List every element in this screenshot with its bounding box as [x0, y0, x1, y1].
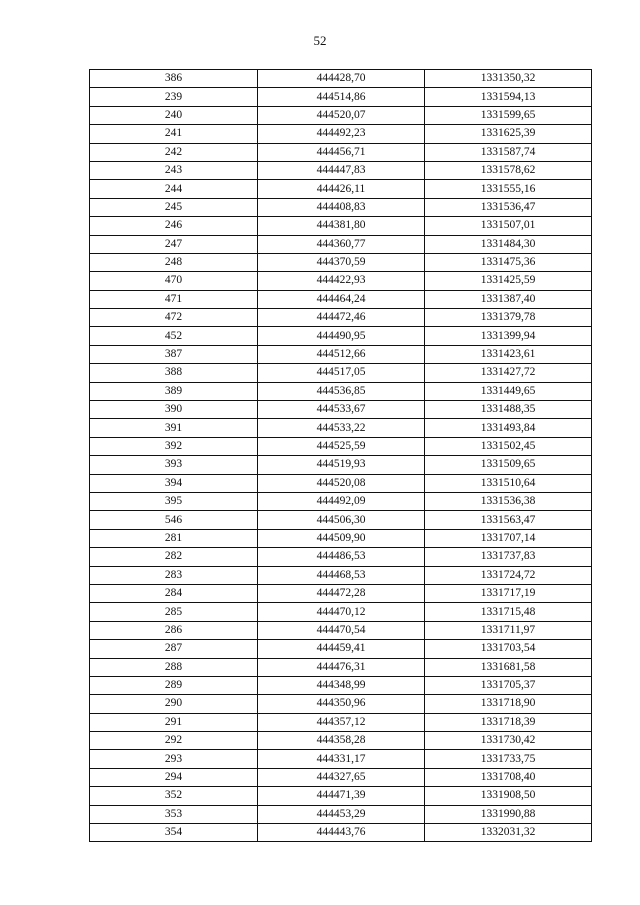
- x-coordinate-cell: 444331,17: [258, 750, 425, 768]
- y-coordinate-cell: 1331536,47: [425, 198, 592, 216]
- table-row: [90, 695, 592, 713]
- y-coordinate-cell: 1331510,64: [425, 474, 592, 492]
- y-coordinate-cell: 1331536,38: [425, 492, 592, 510]
- point-number-cell: 285: [90, 603, 258, 621]
- y-coordinate-cell: 1331350,32: [425, 70, 592, 88]
- point-number-cell: 281: [90, 529, 258, 547]
- table-row: [90, 492, 592, 510]
- y-coordinate-cell: 1331908,50: [425, 787, 592, 805]
- y-coordinate-cell: 1331703,54: [425, 640, 592, 658]
- table-row: [90, 382, 592, 400]
- point-number-cell: 387: [90, 345, 258, 363]
- x-coordinate-cell: 444459,41: [258, 640, 425, 658]
- x-coordinate-cell: 444443,76: [258, 824, 425, 842]
- point-number-cell: 354: [90, 824, 258, 842]
- y-coordinate-cell: 1331493,84: [425, 419, 592, 437]
- table-row: [90, 640, 592, 658]
- point-number-cell: 472: [90, 309, 258, 327]
- y-coordinate-cell: 1331733,75: [425, 750, 592, 768]
- y-coordinate-cell: 1331599,65: [425, 106, 592, 124]
- x-coordinate-cell: 444492,09: [258, 492, 425, 510]
- point-number-cell: 394: [90, 474, 258, 492]
- table-row: [90, 511, 592, 529]
- point-number-cell: 241: [90, 125, 258, 143]
- table-row: [90, 805, 592, 823]
- x-coordinate-cell: 444456,71: [258, 143, 425, 161]
- x-coordinate-cell: 444453,29: [258, 805, 425, 823]
- table-row: [90, 787, 592, 805]
- point-number-cell: 391: [90, 419, 258, 437]
- point-number-cell: 470: [90, 272, 258, 290]
- coordinates-table-body: [90, 70, 592, 842]
- y-coordinate-cell: 1331509,65: [425, 456, 592, 474]
- x-coordinate-cell: 444533,22: [258, 419, 425, 437]
- table-row: [90, 456, 592, 474]
- y-coordinate-cell: 1331578,62: [425, 161, 592, 179]
- point-number-cell: 243: [90, 161, 258, 179]
- table-row: [90, 161, 592, 179]
- y-coordinate-cell: 1331708,40: [425, 768, 592, 786]
- point-number-cell: 283: [90, 566, 258, 584]
- point-number-cell: 286: [90, 621, 258, 639]
- point-number-cell: 390: [90, 401, 258, 419]
- x-coordinate-cell: 444358,28: [258, 732, 425, 750]
- y-coordinate-cell: 1331587,74: [425, 143, 592, 161]
- point-number-cell: 242: [90, 143, 258, 161]
- x-coordinate-cell: 444426,11: [258, 180, 425, 198]
- y-coordinate-cell: 1331427,72: [425, 364, 592, 382]
- point-number-cell: 386: [90, 70, 258, 88]
- x-coordinate-cell: 444348,99: [258, 676, 425, 694]
- point-number-cell: 288: [90, 658, 258, 676]
- y-coordinate-cell: 1331594,13: [425, 88, 592, 106]
- x-coordinate-cell: 444525,59: [258, 437, 425, 455]
- table-row: [90, 621, 592, 639]
- table-row: [90, 824, 592, 842]
- y-coordinate-cell: 1331625,39: [425, 125, 592, 143]
- coordinates-table: [89, 69, 592, 842]
- point-number-cell: 290: [90, 695, 258, 713]
- table-row: [90, 309, 592, 327]
- point-number-cell: 293: [90, 750, 258, 768]
- table-row: [90, 272, 592, 290]
- x-coordinate-cell: 444536,85: [258, 382, 425, 400]
- y-coordinate-cell: 1331990,88: [425, 805, 592, 823]
- point-number-cell: 291: [90, 713, 258, 731]
- table-row: [90, 180, 592, 198]
- x-coordinate-cell: 444519,93: [258, 456, 425, 474]
- table-row: [90, 658, 592, 676]
- x-coordinate-cell: 444370,59: [258, 253, 425, 271]
- x-coordinate-cell: 444512,66: [258, 345, 425, 363]
- y-coordinate-cell: 1331502,45: [425, 437, 592, 455]
- point-number-cell: 452: [90, 327, 258, 345]
- y-coordinate-cell: 1331555,16: [425, 180, 592, 198]
- y-coordinate-cell: 1331737,83: [425, 548, 592, 566]
- point-number-cell: 248: [90, 253, 258, 271]
- x-coordinate-cell: 444520,08: [258, 474, 425, 492]
- y-coordinate-cell: 1331730,42: [425, 732, 592, 750]
- x-coordinate-cell: 444464,24: [258, 290, 425, 308]
- y-coordinate-cell: 1331488,35: [425, 401, 592, 419]
- point-number-cell: 282: [90, 548, 258, 566]
- y-coordinate-cell: 1331563,47: [425, 511, 592, 529]
- point-number-cell: 352: [90, 787, 258, 805]
- point-number-cell: 292: [90, 732, 258, 750]
- y-coordinate-cell: 1331724,72: [425, 566, 592, 584]
- x-coordinate-cell: 444408,83: [258, 198, 425, 216]
- table-row: [90, 529, 592, 547]
- y-coordinate-cell: 1331449,65: [425, 382, 592, 400]
- x-coordinate-cell: 444360,77: [258, 235, 425, 253]
- x-coordinate-cell: 444514,86: [258, 88, 425, 106]
- point-number-cell: 247: [90, 235, 258, 253]
- x-coordinate-cell: 444350,96: [258, 695, 425, 713]
- x-coordinate-cell: 444472,28: [258, 584, 425, 602]
- table-row: [90, 419, 592, 437]
- x-coordinate-cell: 444357,12: [258, 713, 425, 731]
- y-coordinate-cell: 1331475,36: [425, 253, 592, 271]
- table-row: [90, 401, 592, 419]
- y-coordinate-cell: 1332031,32: [425, 824, 592, 842]
- x-coordinate-cell: 444447,83: [258, 161, 425, 179]
- x-coordinate-cell: 444509,90: [258, 529, 425, 547]
- x-coordinate-cell: 444381,80: [258, 217, 425, 235]
- x-coordinate-cell: 444470,12: [258, 603, 425, 621]
- x-coordinate-cell: 444472,46: [258, 309, 425, 327]
- point-number-cell: 389: [90, 382, 258, 400]
- point-number-cell: 289: [90, 676, 258, 694]
- table-row: [90, 217, 592, 235]
- table-row: [90, 732, 592, 750]
- page-number: 52: [313, 33, 327, 48]
- y-coordinate-cell: 1331425,59: [425, 272, 592, 290]
- point-number-cell: 471: [90, 290, 258, 308]
- x-coordinate-cell: 444422,93: [258, 272, 425, 290]
- y-coordinate-cell: 1331681,58: [425, 658, 592, 676]
- point-number-cell: 245: [90, 198, 258, 216]
- table-row: [90, 548, 592, 566]
- point-number-cell: 246: [90, 217, 258, 235]
- point-number-cell: 294: [90, 768, 258, 786]
- x-coordinate-cell: 444492,23: [258, 125, 425, 143]
- table-row: [90, 106, 592, 124]
- table-row: [90, 70, 592, 88]
- table-row: [90, 603, 592, 621]
- y-coordinate-cell: 1331718,90: [425, 695, 592, 713]
- y-coordinate-cell: 1331484,30: [425, 235, 592, 253]
- point-number-cell: 393: [90, 456, 258, 474]
- y-coordinate-cell: 1331718,39: [425, 713, 592, 731]
- y-coordinate-cell: 1331705,37: [425, 676, 592, 694]
- table-row: [90, 253, 592, 271]
- y-coordinate-cell: 1331423,61: [425, 345, 592, 363]
- point-number-cell: 353: [90, 805, 258, 823]
- table-row: [90, 566, 592, 584]
- table-row: [90, 584, 592, 602]
- table-row: [90, 327, 592, 345]
- x-coordinate-cell: 444476,31: [258, 658, 425, 676]
- x-coordinate-cell: 444470,54: [258, 621, 425, 639]
- table-row: [90, 768, 592, 786]
- table-row: [90, 364, 592, 382]
- x-coordinate-cell: 444517,05: [258, 364, 425, 382]
- x-coordinate-cell: 444490,95: [258, 327, 425, 345]
- table-row: [90, 88, 592, 106]
- table-row: [90, 290, 592, 308]
- point-number-cell: 388: [90, 364, 258, 382]
- table-row: [90, 143, 592, 161]
- y-coordinate-cell: 1331379,78: [425, 309, 592, 327]
- point-number-cell: 239: [90, 88, 258, 106]
- y-coordinate-cell: 1331717,19: [425, 584, 592, 602]
- y-coordinate-cell: 1331715,48: [425, 603, 592, 621]
- table-row: [90, 437, 592, 455]
- point-number-cell: 287: [90, 640, 258, 658]
- x-coordinate-cell: 444486,53: [258, 548, 425, 566]
- table-row: [90, 345, 592, 363]
- y-coordinate-cell: 1331507,01: [425, 217, 592, 235]
- point-number-cell: 395: [90, 492, 258, 510]
- table-row: [90, 198, 592, 216]
- point-number-cell: 546: [90, 511, 258, 529]
- x-coordinate-cell: 444533,67: [258, 401, 425, 419]
- x-coordinate-cell: 444471,39: [258, 787, 425, 805]
- table-row: [90, 750, 592, 768]
- x-coordinate-cell: 444520,07: [258, 106, 425, 124]
- point-number-cell: 244: [90, 180, 258, 198]
- point-number-cell: 240: [90, 106, 258, 124]
- x-coordinate-cell: 444506,30: [258, 511, 425, 529]
- y-coordinate-cell: 1331711,97: [425, 621, 592, 639]
- table-row: [90, 713, 592, 731]
- x-coordinate-cell: 444428,70: [258, 70, 425, 88]
- table-row: [90, 235, 592, 253]
- point-number-cell: 284: [90, 584, 258, 602]
- table-row: [90, 676, 592, 694]
- table-row: [90, 125, 592, 143]
- y-coordinate-cell: 1331399,94: [425, 327, 592, 345]
- x-coordinate-cell: 444327,65: [258, 768, 425, 786]
- x-coordinate-cell: 444468,53: [258, 566, 425, 584]
- y-coordinate-cell: 1331707,14: [425, 529, 592, 547]
- point-number-cell: 392: [90, 437, 258, 455]
- y-coordinate-cell: 1331387,40: [425, 290, 592, 308]
- table-row: [90, 474, 592, 492]
